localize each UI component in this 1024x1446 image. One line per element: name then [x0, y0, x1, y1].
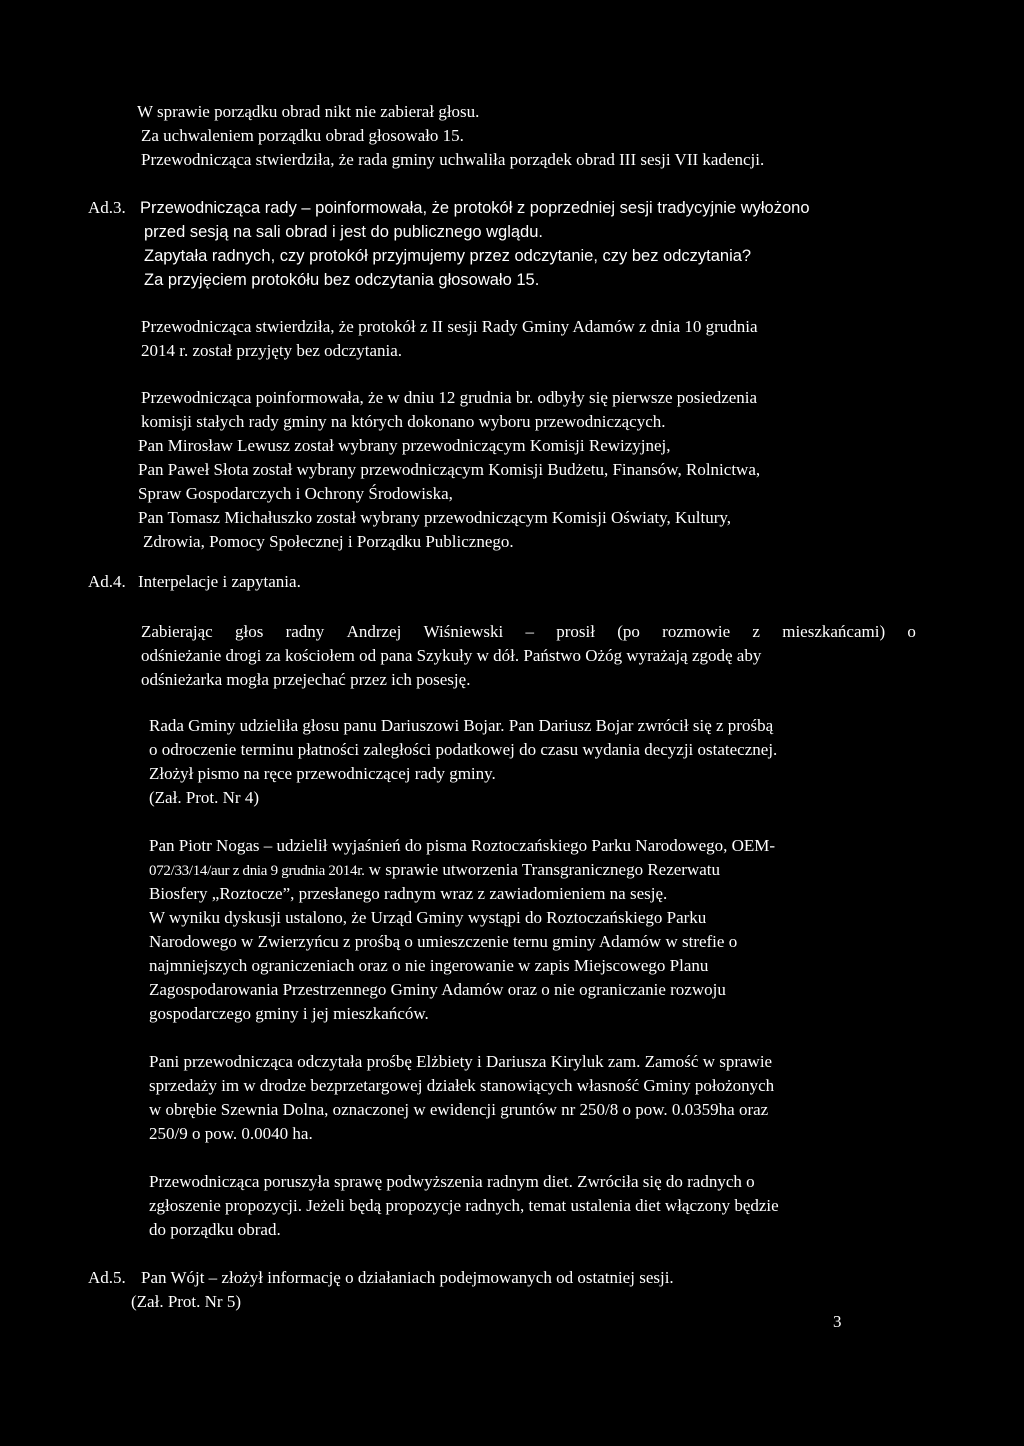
word: prosił	[556, 622, 595, 641]
ad3-p3-line-2: komisji stałych rady gminy na których dokonano wyboru przewodniczących.	[141, 412, 666, 431]
ad4-p4-line-2: sprzedaży im w drodze bezprzetargowej działek stanowiących własność Gminy położonych	[149, 1076, 775, 1095]
ad3-p3-line-7: Zdrowia, Pomocy Społecznej i Porządku Publicznego.	[143, 532, 514, 551]
ad4-p5-line-3: do porządku obrad.	[149, 1220, 281, 1239]
ad3-line-2: przed sesją na sali obrad i jest do publicznego wglądu.	[144, 223, 543, 241]
ad5-label: Ad.5.	[88, 1268, 126, 1287]
ad4-p2-line-3: Złożył pismo na ręce przewodniczącej rady gminy.	[149, 764, 496, 783]
ad3-p3-line-6: Pan Tomasz Michałuszko został wybrany przewodniczącym Komisji Oświaty, Kultury,	[138, 508, 732, 527]
ad4-p3-line-8: gospodarczego gminy i jej mieszkańców.	[149, 1004, 429, 1023]
word: rozmowie	[662, 622, 731, 641]
ad4-p3-line-7: Zagospodarowania Przestrzennego Gminy Adamów oraz o nie ograniczanie rozwoju	[149, 980, 726, 999]
ad3-p3-line-4: Pan Paweł Słota został wybrany przewodniczącym Komisji Budżetu, Finansów, Rolnictwa,	[138, 460, 761, 479]
word: o	[907, 622, 916, 641]
word: Wiśniewski	[423, 622, 504, 641]
word: mieszkańcami)	[782, 622, 886, 641]
word: (po	[617, 622, 640, 641]
intro-line-3: Przewodnicząca stwierdziła, że rada gminy uchwaliła porządek obrad III sesji VII kadencji.	[141, 150, 765, 169]
ad3-p3-line-3: Pan Mirosław Lewusz został wybrany przewodniczącym Komisji Rewizyjnej,	[138, 436, 671, 455]
page-number: 3	[833, 1312, 842, 1331]
ad3-p3-line-5: Spraw Gospodarczych i Ochrony Środowiska,	[138, 484, 453, 503]
ad4-p3-line-5: Narodowego w Zwierzyńcu z prośbą o umieszczenie ternu gminy Adamów w strefie o	[149, 932, 738, 951]
ad5-line-1: Pan Wójt – złożył informację o działaniach podejmowanych od ostatniej sesji.	[141, 1268, 674, 1287]
word: głos	[234, 622, 264, 641]
ad4-p3-line-3: Biosfery „Roztocze”, przesłanego radnym wraz z zawiadomieniem na sesję.	[149, 884, 668, 903]
intro-line-1: W sprawie porządku obrad nikt nie zabierał głosu.	[137, 102, 480, 121]
ad4-label: Ad.4.	[88, 572, 126, 591]
ad4-p1-line-2: odśnieżanie drogi za kościołem od pana Szykuły w dół. Państwo Ożóg wyrażają zgodę aby	[141, 646, 762, 665]
ad4-p3-line-6: najmniejszych ograniczeniach oraz o nie ingerowanie w zapis Miejscowego Planu	[149, 956, 709, 975]
word: –	[525, 622, 534, 641]
ad4-p3-line-4: W wyniku dyskusji ustalono, że Urząd Gminy wystąpi do Roztoczańskiego Parku	[149, 908, 707, 927]
ad4-p2-line-1: Rada Gminy udzieliła głosu panu Dariuszowi Bojar. Pan Dariusz Bojar zwrócił się z prośbą	[149, 716, 774, 735]
ad5-line-2: (Zał. Prot. Nr 5)	[131, 1292, 242, 1311]
ad4-p5-line-1: Przewodnicząca poruszyła sprawę podwyższenia radnym diet. Zwróciła się do radnych o	[149, 1172, 755, 1191]
ad4-p3-line-2: 072/33/14/aur z dnia 9 grudnia 2014r. w sprawie utworzenia Transgranicznego Rezerwatu	[149, 860, 720, 879]
ad4-p5-line-2: zgłoszenie propozycji. Jeżeli będą propozycje radnych, temat ustalenia diet włączony będzie	[149, 1196, 779, 1215]
document-reference: 072/33/14/aur z dnia 9 grudnia 2014r.	[149, 863, 365, 879]
ad3-line-1: Przewodnicząca rady – poinformowała, że protokół z poprzedniej sesji tradycyjnie wyłożono	[140, 199, 810, 217]
ad4-p3-line-1: Pan Piotr Nogas – udzielił wyjaśnień do pisma Roztoczańskiego Parku Narodowego, OEM-	[149, 836, 776, 855]
word: radny	[285, 622, 325, 641]
ad4-p4-line-3: w obrębie Szewnia Dolna, oznaczonej w ewidencji gruntów nr 250/8 o pow. 0.0359ha oraz	[149, 1100, 769, 1119]
intro-line-2: Za uchwaleniem porządku obrad głosowało 15.	[141, 126, 464, 145]
ad3-p3-line-1: Przewodnicząca poinformowała, że w dniu 12 grudnia br. odbyły się pierwsze posiedzenia	[141, 388, 758, 407]
ad3-line-4: Za przyjęciem protokółu bez odczytania głosowało 15.	[144, 271, 540, 289]
ad3-p2-line-1: Przewodnicząca stwierdziła, że protokół z II sesji Rady Gminy Adamów z dnia 10 grudnia	[141, 317, 758, 336]
ad4-p4-line-4: 250/9 o pow. 0.0040 ha.	[149, 1124, 313, 1143]
ad3-p2-line-2: 2014 r. został przyjęty bez odczytania.	[141, 341, 403, 360]
word: Andrzej	[346, 622, 402, 641]
ad4-p2-line-4: (Zał. Prot. Nr 4)	[149, 788, 260, 807]
ad4-title: Interpelacje i zapytania.	[138, 572, 301, 591]
ad3-label: Ad.3.	[88, 198, 126, 217]
word: z	[752, 622, 760, 641]
ad4-p1-line-1	[141, 620, 916, 644]
word: Zabierając	[141, 622, 213, 641]
ad4-p2-line-2: o odroczenie terminu płatności zaległości podatkowej do czasu wydania decyzji ostatecznej.	[149, 740, 778, 759]
ad4-p4-line-1: Pani przewodnicząca odczytała prośbę Elżbiety i Dariusza Kiryluk zam. Zamość w sprawie	[149, 1052, 773, 1071]
ad4-p1-line-3: odśnieżarka mogła przejechać przez ich posesję.	[141, 670, 471, 689]
ad3-line-3: Zapytała radnych, czy protokół przyjmujemy przez odczytanie, czy bez odczytania?	[144, 247, 752, 265]
